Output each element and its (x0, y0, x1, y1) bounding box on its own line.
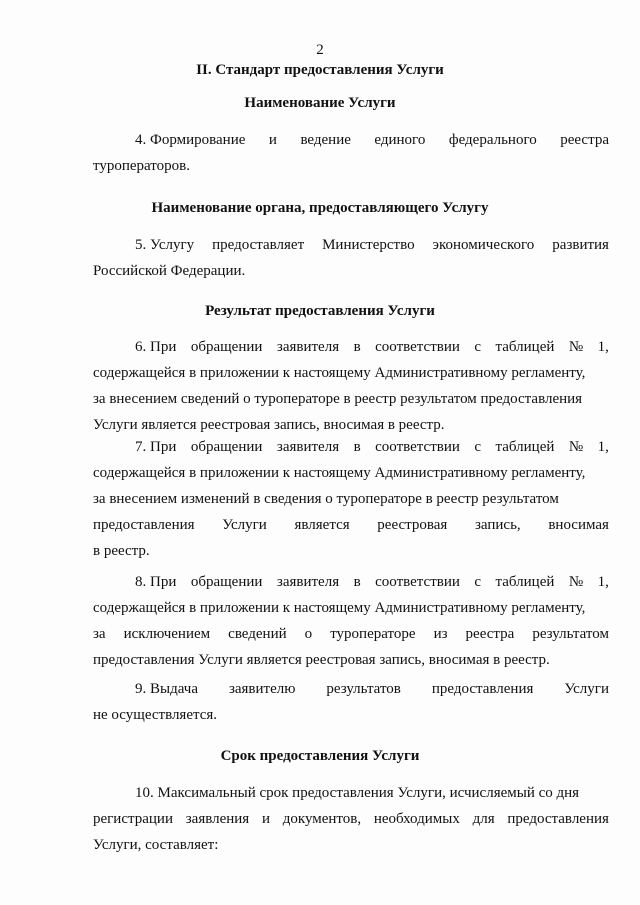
word: сведений (228, 626, 287, 642)
paragraph-9 (93, 676, 609, 728)
section-title: II. Стандарт предоставления Услуги (196, 62, 444, 78)
word: 5. Услугу (135, 237, 195, 253)
paragraph-5 (93, 232, 609, 284)
word: является (294, 517, 350, 533)
word: исключением (123, 626, 211, 642)
word: реестра (465, 626, 515, 642)
word: заявителя (276, 574, 340, 590)
paragraph-line: Российской Федерации. (93, 263, 246, 279)
heading-authority: Наименование органа, предоставляющего Услугу (151, 200, 489, 216)
word: из (433, 626, 448, 642)
word: в (353, 339, 361, 355)
paragraph-line: содержащейся в приложении к настоящему Административному регламенту, (93, 365, 586, 381)
word: Министерство (322, 237, 415, 253)
word: документов, (282, 811, 362, 827)
paragraph-line: предоставления Услуги является реестровая запись, вносимая в реестр. (93, 652, 550, 668)
word: реестра (560, 132, 609, 148)
word: с (474, 439, 482, 455)
paragraph-line (93, 621, 609, 647)
word: с (474, 574, 482, 590)
paragraph-line: не осуществляется. (93, 707, 218, 723)
word: и (261, 811, 270, 827)
heading-result: Результат предоставления Услуги (205, 303, 435, 319)
heading-term: Срок предоставления Услуги (220, 748, 420, 764)
word: с (474, 339, 482, 355)
word: федерального (448, 132, 537, 148)
paragraph-line: за внесением сведений о туроператоре в реестр результатом предоставления (93, 391, 583, 407)
word: обращении (190, 574, 263, 590)
word: таблицей (495, 439, 555, 455)
word: таблицей (495, 339, 555, 355)
word: обращении (190, 339, 263, 355)
word: заявителя (276, 339, 340, 355)
paragraph-line: 10. Максимальный срок предоставления Услуги, исчисляемый со дня (135, 785, 580, 801)
word: 9. Выдача (135, 681, 198, 697)
word: соответствии (375, 574, 460, 590)
word: развития (552, 237, 609, 253)
word: результатов (326, 681, 401, 697)
paragraph-8 (93, 569, 609, 673)
word: за (93, 626, 106, 642)
word: 7. При (135, 439, 177, 455)
word: в (353, 574, 361, 590)
word: заявителю (228, 681, 296, 697)
word: предоставляет (212, 237, 305, 253)
word: 1, (597, 574, 609, 590)
word: экономического (432, 237, 535, 253)
paragraph-line: туроператоров. (93, 158, 191, 174)
word: 8. При (135, 574, 177, 590)
paragraph-line (93, 569, 609, 595)
word: единого (374, 132, 426, 148)
paragraph-4 (93, 127, 609, 179)
word: № (568, 339, 584, 355)
paragraph-line: в реестр. (93, 543, 150, 559)
word: туроператоре (330, 626, 416, 642)
word: заявителя (276, 439, 340, 455)
word: предоставления (507, 811, 609, 827)
word: о (304, 626, 313, 642)
paragraph-line (93, 676, 609, 702)
word: реестровая (377, 517, 448, 533)
word: и (268, 132, 277, 148)
paragraph-line (93, 334, 609, 360)
word: № (568, 574, 584, 590)
word: № (568, 439, 584, 455)
word: таблицей (495, 574, 555, 590)
word: необходимых (373, 811, 460, 827)
word: 1, (597, 439, 609, 455)
word: 4. Формирование (135, 132, 246, 148)
page-number: 2 (316, 42, 324, 58)
word: Услуги (564, 681, 609, 697)
paragraph-line (93, 232, 609, 258)
word: заявления (185, 811, 250, 827)
word: запись, (474, 517, 521, 533)
paragraph-line: Услуги является реестровая запись, вносимая в реестр. (93, 417, 445, 433)
word: ведение (300, 132, 351, 148)
word: предоставления (431, 681, 534, 697)
paragraph-line (93, 512, 609, 538)
word: вносимая (548, 517, 609, 533)
paragraph-7 (93, 434, 609, 564)
paragraph-line: содержащейся в приложении к настоящему Административному регламенту, (93, 465, 586, 481)
word: соответствии (375, 339, 460, 355)
word: 1, (597, 339, 609, 355)
paragraph-line (93, 806, 609, 832)
paragraph-line: содержащейся в приложении к настоящему Административному регламенту, (93, 600, 586, 616)
paragraph-6 (93, 334, 609, 438)
word: результатом (532, 626, 609, 642)
paragraph-line: Услуги, составляет: (93, 837, 219, 853)
paragraph-line (93, 127, 609, 153)
word: регистрации (93, 811, 173, 827)
word: предоставления (93, 517, 195, 533)
paragraph-10 (93, 780, 609, 858)
paragraph-line: за внесением изменений в сведения о туроператоре в реестр результатом (93, 491, 559, 507)
word: 6. При (135, 339, 177, 355)
word: соответствии (375, 439, 460, 455)
word: в (353, 439, 361, 455)
paragraph-line (93, 434, 609, 460)
word: Услуги (222, 517, 267, 533)
heading-service-name: Наименование Услуги (244, 95, 396, 111)
word: обращении (190, 439, 263, 455)
word: для (472, 811, 495, 827)
